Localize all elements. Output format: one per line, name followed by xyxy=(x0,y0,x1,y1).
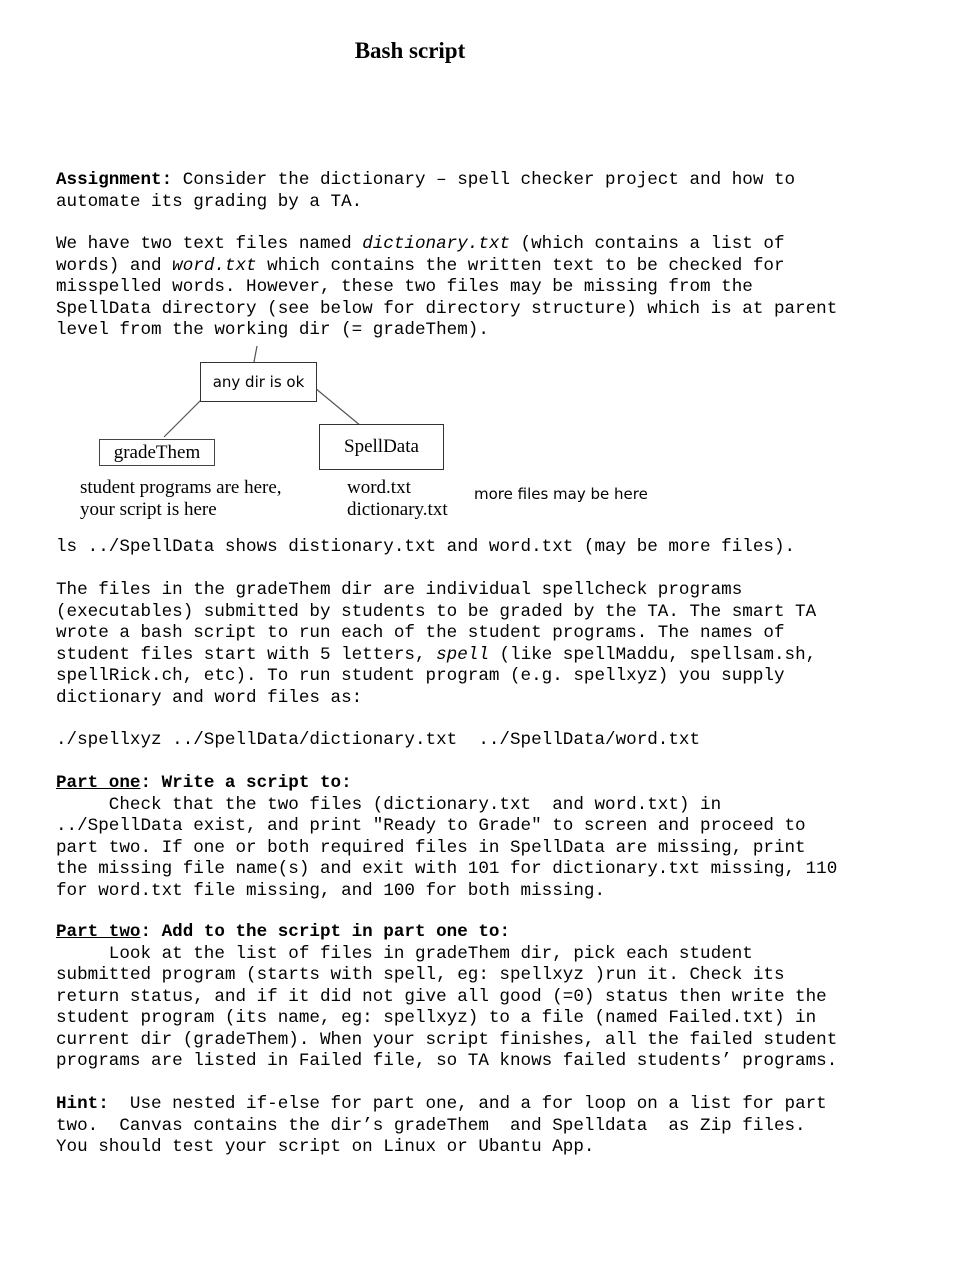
part-one-section: Part one: Write a script to: Check that the two files (dictionary.txt and word.txt) in ../SpellData exist, and print "Ready to Grade" to screen and proceed to part two. If one or both required files in SpellData are missing, print the missing file name(s) and exit with 101 for dictionary.txt missing, 110 for word.txt file missing, and 100 for both missing. xyxy=(56,773,838,901)
assignment-paragraph: Assignment: Consider the dictionary – spell checker project and how to automate its grading by a TA. xyxy=(56,170,796,212)
gradethem-note-2: your script is here xyxy=(80,499,217,520)
spell-prefix: spell xyxy=(436,644,489,665)
run-command-example: ./spellxyz ../SpellData/dictionary.txt ../SpellData/word.txt xyxy=(56,730,701,750)
part-one-heading: Part one: Write a script to: xyxy=(56,773,352,793)
gradethem-dir-box: gradeThem xyxy=(99,439,215,466)
spelldata-dir-box: SpellData xyxy=(319,424,444,470)
directory-structure-diagram xyxy=(60,340,760,530)
files-paragraph: The files in the gradeThem dir are individual spellcheck programs (executables) submitted by students to be graded by the TA. The smart TA wrote a bash script to run each of the student programs. The names of student files start with 5 letters, spell (like spellMaddu, spellsam.sh, spellRick.ch, etc). To run student program (e.g. spellxyz) you supply dictionary and word files as: xyxy=(56,580,817,708)
more-files-note: more files may be here xyxy=(474,485,648,503)
page-title: Bash script xyxy=(354,38,466,63)
assignment-label: Assignment: xyxy=(56,170,173,190)
intro-paragraph: We have two text files named dictionary.txt (which contains a list of words) and word.txt which contains the written text to be checked for misspelled words. However, these two files may be missing from the SpellData directory (see below for directory structure) which is at parent level from the working dir (= gradeThem). xyxy=(56,234,838,340)
part-two-section: Part two: Add to the script in part one to: Look at the list of files in gradeThem dir, pick each student submitted program (starts with spell, eg: spellxyz )run it. Check its return status, and if it did not give all good (=0) status then write the student program (its name, eg: spellxyz) to a file (named Failed.txt) in current dir (gradeThem). When your script finishes, all the failed student programs are listed in Failed file, so TA knows failed students’ programs. xyxy=(56,922,838,1071)
word-filename: word.txt xyxy=(172,255,257,276)
gradethem-note-1: student programs are here, xyxy=(80,477,282,498)
ls-output-line: ls ../SpellData shows distionary.txt and word.txt (may be more files). xyxy=(56,537,796,557)
spelldata-file-dictionary: dictionary.txt xyxy=(347,499,448,520)
part-two-heading: Part two: Add to the script in part one to: xyxy=(56,922,510,942)
spelldata-file-word: word.txt xyxy=(347,477,411,498)
hint-label: Hint: xyxy=(56,1094,109,1114)
root-dir-box: any dir is ok xyxy=(200,362,317,402)
dictionary-filename: dictionary.txt xyxy=(362,234,510,254)
hint-section: Hint: Use nested if-else for part one, and a for loop on a list for part two. Canvas contains the dir’s gradeThem and Spelldata as Zip files. You should test your script on Linux or Ubantu App. xyxy=(56,1094,827,1157)
